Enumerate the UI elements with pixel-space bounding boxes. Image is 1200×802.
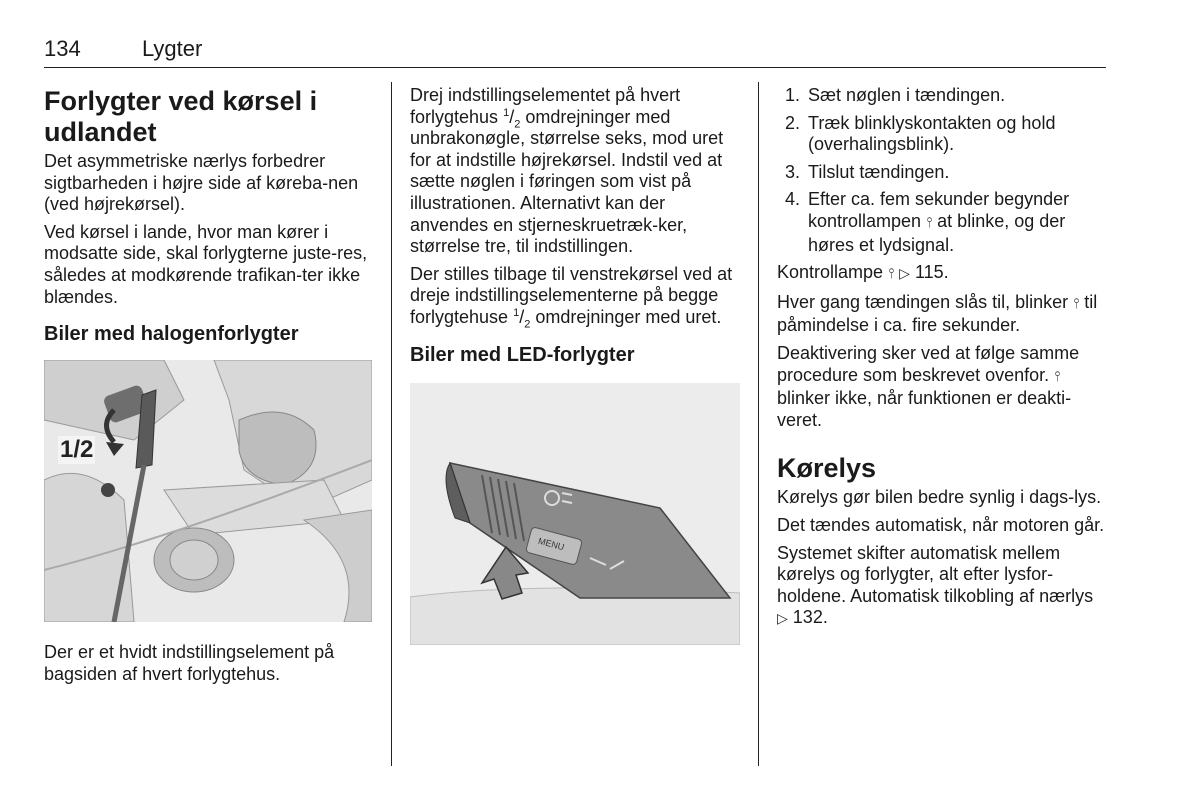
halogen-headlight-illustration — [44, 360, 372, 622]
list-item: 3. Tilslut tændingen. — [785, 161, 950, 182]
column-left — [44, 82, 368, 691]
headlight-lamp-icon: ⫯ — [888, 266, 895, 283]
column-divider — [758, 82, 759, 766]
subheading: Biler med LED-forlygter — [410, 343, 635, 366]
headlight-lamp-icon: ⫯ — [1073, 295, 1080, 312]
headlight-lamp-icon: ⫯ — [1054, 368, 1061, 385]
section-title: Lygter — [142, 36, 203, 61]
section-heading: Forlygter ved kørsel i udlandet — [44, 86, 318, 147]
list-item: 1. Sæt nøglen i tændingen. — [785, 85, 1006, 105]
led-stalk-illustration — [410, 383, 740, 645]
paragraph: Der stilles tilbage til venstrekørsel ved at dreje indstillingselementerne på begge forlygtehuse $^1/_2$ omdrejninger med uret. — [410, 263, 733, 331]
section-heading: Kørelys — [777, 453, 877, 484]
subheading: Biler med halogenforlygter — [44, 323, 299, 346]
column-divider — [391, 82, 392, 766]
paragraph: Hver gang tændingen slås til, blinker ⫯ til påmindelse i ca. fire sekunder. — [777, 291, 1098, 336]
headlight-lamp-icon: ⫯ — [926, 214, 933, 231]
figure-label-half-turn: 1/2 — [60, 436, 94, 464]
paragraph: Det tændes automatisk, når motoren går. — [777, 514, 1105, 535]
figure-caption: Der er et hvidt indstillingselement på bagsiden af hvert forlygtehus. — [44, 642, 335, 684]
paragraph: Kørelys gør bilen bedre synlig i dags-lys. — [777, 487, 1102, 508]
column-middle — [410, 82, 740, 645]
step-list — [777, 85, 1107, 256]
paragraph: Det asymmetriske nærlys forbedrer sigtbarheden i højre side af køreba-nen (ved højrekørsel). — [44, 151, 359, 215]
paragraph: Ved kørsel i lande, hvor man kører i modsatte side, skal forlygterne juste-res, således at modkørende trafikan-ter ikke blændes. — [44, 221, 368, 307]
menu-button-label: MENU — [537, 535, 566, 552]
list-item: 4. Efter ca. fem sekunder begynder kontrollampen ⫯ at blinke, og der høres et lydsignal. — [785, 189, 1070, 255]
reference-arrow-icon: ▷ — [777, 611, 788, 628]
column-right — [777, 82, 1107, 637]
page-number: 134 — [44, 36, 81, 61]
list-item: 2. Træk blinklyskontakten og hold (overhalingsblink). — [785, 112, 1056, 155]
paragraph: Kontrollampe ⫯ ▷ 115. — [777, 262, 949, 283]
paragraph: Deaktivering sker ved at følge samme procedure som beskrevet ovenfor. ⫯ blinker ikke, når funktionen er deakti-veret. — [777, 342, 1080, 430]
paragraph: Drej indstillingselementet på hvert forlygtehus $^1/_2$ omdrejninger med unbrakonøgle, størrelse seks, mod uret for at indstille højrekørsel. Indstil ved at sætte nøglen i føringen som vist på illustrationen. Alternativt kan der anvendes en stjerneskruetræk-ker, størrelse tre, til indstillingen. — [410, 85, 724, 257]
page-header — [44, 36, 1106, 68]
paragraph: Systemet skifter automatisk mellem kørelys og forlygter, alt efter lysfor-holdene. Automatisk tilkobling af nærlys ▷ 132. — [777, 542, 1094, 628]
reference-arrow-icon: ▷ — [899, 266, 910, 283]
